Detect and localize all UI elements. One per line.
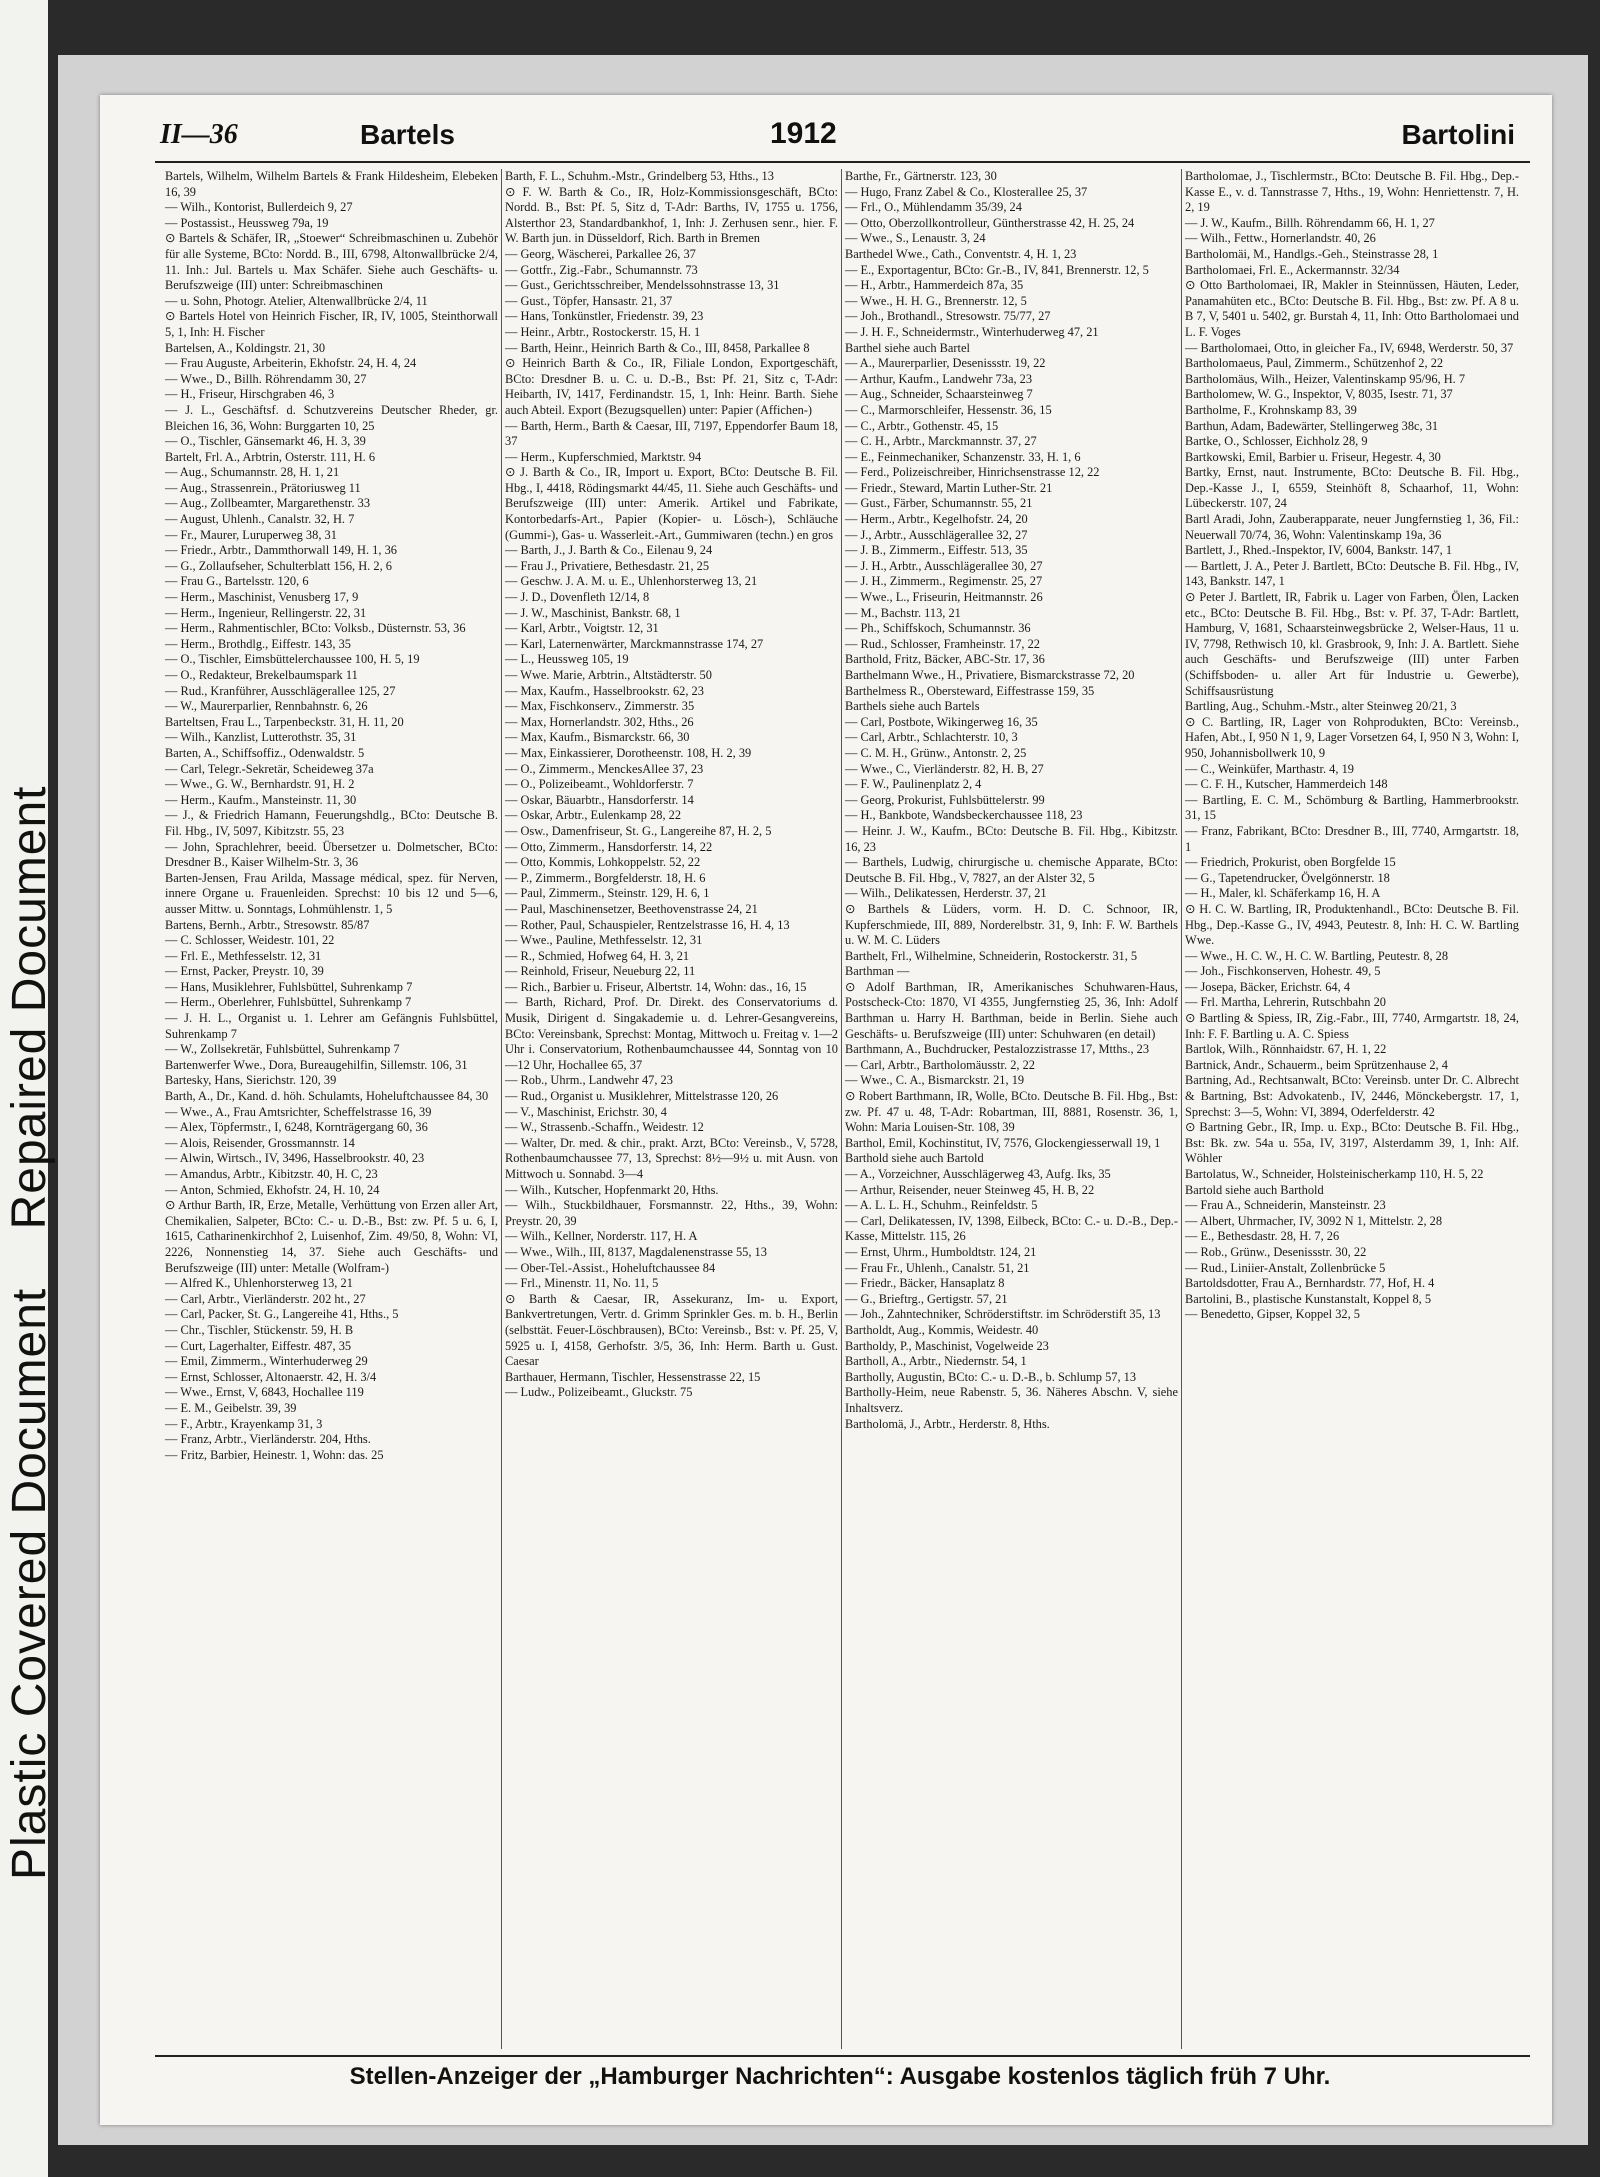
directory-entry: — Rother, Paul, Schauspieler, Rentzelstrasse 16, H. 4, 13 [505,917,790,932]
directory-entry: Bartnick, Andr., Schauerm., beim Sprützenhause 2, 4 [1185,1057,1448,1072]
directory-entry: — Wwe. Marie, Arbtrin., Altstädterstr. 50 [505,668,712,682]
directory-entry: — Carl, Arbtr., Bartholomäusstr. 2, 22 [845,1057,1035,1072]
directory-entry: Bartholomae, J., Tischlermstr., BCto: Deutsche B. Fil. Hbg., Dep.-Kasse E., v. d. Tannstrasse 7, Hths., 19, Wohn: Henriettenstr. 7, H. 2, 19 [1185,169,1519,215]
directory-entry: Barthedel Wwe., Cath., Conventstr. 4, H. 1, 23 [845,246,1077,261]
directory-entry: — Ferd., Polizeischreiber, Hinrichsenstrasse 12, 22 [845,465,1100,480]
directory-entry: — J. H., Arbtr., Ausschlägerallee 30, 27 [845,558,1043,573]
directory-entry: Barteltsen, Frau L., Tarpenbeckstr. 31, H. 11, 20 [165,714,404,729]
directory-entry: ⊙ Bartling & Spiess, IR, Zig.-Fabr., III, 7740, Armgartstr. 18, 24, Inh: F. F. Bartling u. A. C. Spiess [1185,1011,1519,1041]
directory-entry: — Ernst, Uhrm., Humboldtstr. 124, 21 [845,1244,1037,1259]
directory-entry: — J. D., Dovenfleth 12/14, 8 [505,590,650,605]
directory-entry: — C. H., Arbtr., Marckmannstr. 37, 27 [845,434,1037,449]
directory-entry: — Friedr., Steward, Martin Luther-Str. 21 [845,480,1053,495]
directory-entry: — Wwe., C. A., Bismarckstr. 21, 19 [845,1073,1025,1088]
directory-entry: — Osw., Damenfriseur, St. G., Langereihe 87, H. 2, 5 [505,823,772,838]
side-banner-plastic: Plastic Covered Document [3,1287,56,1880]
directory-entry: — Wilh., Kontorist, Bullerdeich 9, 27 [165,200,353,215]
directory-entry: — Frau Auguste, Arbeiterin, Ekhofstr. 24, H. 4, 24 [165,356,417,371]
directory-entry: — u. Sohn, Photogr. Atelier, Altenwallbrücke 2/4, 11 [165,293,428,308]
directory-entry: — Herm., Arbtr., Kegelhofstr. 24, 20 [845,512,1028,527]
directory-entry: ⊙ Adolf Barthman, IR, Amerikanisches Schuhwaren-Haus, Postscheck-Cto: 1870, VI 4355, Jungfernstieg 25, 36, Inh: Adolf Barthman u. Harry H. Barthman, beide in Berlin. Siehe auch Geschäfts- u. Berufszweige (III) unter: Schuhwaren (en detail) [845,979,1178,1041]
directory-entry: — Paul, Maschinensetzer, Beethovenstrasse 24, 21 [505,901,758,916]
directory-entry: — O., Zimmerm., MenckesAllee 37, 23 [505,761,704,776]
directory-entry: — Frl., Minenstr. 11, No. 11, 5 [505,1276,659,1291]
directory-entry: Bartenwerfer Wwe., Dora, Bureaugehilfin, Sillemstr. 106, 31 [165,1057,468,1072]
directory-entry: ⊙ Robert Barthmann, IR, Wolle, BCto. Deutsche B. Fil. Hbg., Bst: zw. Pf. 47 u. 48, T-Adr: Robartman, III, 8881, Rosenstr. 36, 1, Wohn: Maria Louisen-Str. 108, 39 [845,1089,1178,1135]
directory-entry: — O., Tischler, Gänsemarkt 46, H. 3, 39 [165,434,366,449]
directory-entry: — Karl, Laternenwärter, Marckmannstrasse 174, 27 [505,636,764,651]
directory-entry: ⊙ F. W. Barth & Co., IR, Holz-Kommissionsgeschäft, BCto: Nordd. B., Bst: Pf. 5, Sitz d, T-Adr: Barths, IV, 1755 u. 1756, Alsterthor 23, Standardbankhof, 1, Inh: J. Zerhusen senr., hier. F. W. Barth jun. in Düsseldorf, Rich. Barth in Bremen [505,184,838,246]
directory-entry: Bartels, Wilhelm, Wilhelm Bartels & Frank Hildesheim, Elebeken 16, 39 [165,169,498,199]
directory-entry: — J. H., Zimmerm., Regimenstr. 25, 27 [845,574,1043,589]
directory-entry: — J. W., Maschinist, Bankstr. 68, 1 [505,605,681,620]
directory-entry: — Aug., Schumannstr. 28, H. 1, 21 [165,465,340,480]
header-first-entry: Bartels [360,119,455,150]
directory-entry: — Oskar, Arbtr., Eulenkamp 28, 22 [505,808,682,823]
directory-entry: — Aug., Strassenrein., Prätoriusweg 11 [165,480,361,495]
directory-entry: Bartholly, Augustin, BCto: C.- u. D.-B., b. Schlump 57, 13 [845,1369,1137,1384]
directory-entry: Bartholomäi, M., Handlgs.-Geh., Steinstrasse 28, 1 [1185,246,1439,261]
directory-entry: — Josepa, Bäcker, Erichstr. 64, 4 [1185,979,1351,994]
directory-entry: — A., Maurerparlier, Desenissstr. 19, 22 [845,356,1046,371]
directory-entry: Bartelt, Frl. A., Arbtrin, Osterstr. 111, H. 6 [165,449,376,464]
directory-entry: Bartoldsdotter, Frau A., Bernhardstr. 77, Hof, H. 4 [1185,1276,1435,1291]
directory-entry: — Carl, Telegr.-Sekretär, Scheideweg 37a [165,761,374,776]
directory-entry: — Ph., Schiffskoch, Schumannstr. 36 [845,621,1031,636]
directory-entry: — Max, Kaufm., Bismarckstr. 66, 30 [505,730,690,745]
directory-entry: Barthelmess R., Obersteward, Eiffestrasse 159, 35 [845,683,1095,698]
directory-entry: — Postassist., Heussweg 79a, 19 [165,215,329,230]
directory-entry: — Hans, Musiklehrer, Fuhlsbüttel, Suhrenkamp 7 [165,979,413,994]
directory-entry: — Arthur, Reisender, neuer Steinweg 45, H. B, 22 [845,1182,1095,1197]
directory-entry: — Alfred K., Uhlenhorsterweg 13, 21 [165,1276,353,1291]
directory-entry: — Barth, Herm., Barth & Caesar, III, 7197, Eppendorfer Baum 18, 37 [505,418,838,449]
directory-entry: — E., Bethesdastr. 28, H. 7, 26 [1185,1229,1340,1244]
directory-entry: — Walter, Dr. med. & chir., prakt. Arzt, BCto: Vereinsb., V, 5728, Rothenbaumchaussee 77, 13, Sprechst: 8½—9½ u. mit Ausn. von Mittwoch u. Sonnabd. 3—4 [505,1135,838,1181]
directory-entry: — Rud., Schlosser, Framheinstr. 17, 22 [845,636,1040,651]
directory-entry: — Georg, Prokurist, Fuhlsbüttelerstr. 99 [845,792,1045,807]
page-header [160,105,1525,157]
directory-entry: — Rud., Organist u. Musiklehrer, Mittelstrasse 120, 26 [505,1089,779,1104]
directory-entry: Barthauer, Hermann, Tischler, Hessenstrasse 22, 15 [505,1369,761,1384]
directory-entry: — Otto, Kommis, Lohkoppelstr. 52, 22 [505,855,701,870]
column-1 [162,169,502,2049]
directory-entry: — Emil, Zimmerm., Winterhuderweg 29 [165,1354,368,1369]
side-banner-text [2,180,57,1880]
directory-entry: — O., Redakteur, Brekelbaumspark 11 [165,668,358,682]
directory-entry: — C., Marmorschleifer, Hessenstr. 36, 15 [845,402,1052,417]
directory-entry: — Wwe., Ernst, V, 6843, Hochallee 119 [165,1385,364,1400]
directory-entry: — Carl, Arbtr., Vierländerstr. 202 ht., 27 [165,1291,366,1306]
column-2 [502,169,842,2049]
directory-entry: — Frau G., Bartelsstr. 120, 6 [165,574,309,589]
directory-entry: Barthe, Fr., Gärtnerstr. 123, 30 [845,169,997,183]
directory-entry: ⊙ H. C. W. Bartling, IR, Produktenhandl., BCto: Deutsche B. Fil. Hbg., Dep.-Kasse G., IV, 4943, Peutestr. 8, Inh: H. C. W. Bartling Wwe. [1185,901,1519,948]
directory-entry: ⊙ Bartning Gebr., IR, Imp. u. Exp., BCto: Deutsche B. Fil. Hbg., Bst: Bk. zw. 54a u. 55a, IV, 3197, Alsterdamm 39, 1, Inh: Alf. Wöhler [1185,1120,1519,1166]
directory-entry: — Frl. Martha, Lehrerin, Rutschbahn 20 [1185,995,1386,1010]
directory-entry: — Frl., O., Mühlendamm 35/39, 24 [845,200,1022,215]
directory-entry: ⊙ J. Barth & Co., IR, Import u. Export, BCto: Deutsche B. Fil. Hbg., I, 4418, Rödingsmarkt 44/45, 11. Siehe auch Geschäfts- und Berufszweige (III) unter: Amerik. Artikel und Fabrikate, Kontorbedarfs-Art., Papier (Kopier- u. Lösch-), Schläuche (Gummi-), Gas- u. Wasserleit.-Art., Gummiwaren (techn.) en gros [505,465,838,542]
directory-entry: — Wwe., D., Billh. Röhrendamm 30, 27 [165,371,367,386]
directory-entry: — Herm., Oberlehrer, Fuhlsbüttel, Suhrenkamp 7 [165,995,412,1010]
directory-entry: — Herm., Maschinist, Venusberg 17, 9 [165,590,359,605]
directory-entry: — Reinhold, Friseur, Neueburg 22, 11 [505,964,696,979]
directory-entry: Bartholomaeus, Paul, Zimmerm., Schützenhof 2, 22 [1185,356,1444,371]
directory-entry: — R., Schmied, Hofweg 64, H. 3, 21 [505,948,690,963]
directory-entry: — Albert, Uhrmacher, IV, 3092 N 1, Mittelstr. 2, 28 [1185,1213,1443,1228]
directory-entry: — Barthels, Ludwig, chirurgische u. chemische Apparate, BCto: Deutsche B. Fil. Hbg., V, 7827, an der Alster 32, 5 [845,855,1178,885]
directory-entry: — Bartlett, J. A., Peter J. Bartlett, BCto: Deutsche B. Fil. Hbg., IV, 143, Bankstr. 147, 1 [1185,558,1519,589]
directory-entry: — Wilh., Stuckbildhauer, Forsmannstr. 22, Hths., 39, Wohn: Preystr. 20, 39 [505,1198,838,1228]
directory-entry: — H., Maler, kl. Schäferkamp 16, H. A [1185,886,1381,901]
directory-entry: Bartolini, B., plastische Kunstanstalt, Koppel 8, 5 [1185,1291,1432,1306]
directory-entry: — Rob., Uhrm., Landwehr 47, 23 [505,1073,673,1088]
directory-entry: Barthun, Adam, Badewärter, Stellingerweg 38c, 31 [1185,418,1439,433]
header-rule [155,161,1530,163]
directory-entry: — Wwe., G. W., Bernhardstr. 91, H. 2 [165,777,355,792]
directory-entry: — Ober-Tel.-Assist., Hoheluftchaussee 84 [505,1260,716,1275]
directory-entry: — Franz, Fabrikant, BCto: Dresdner B., III, 7740, Armgartstr. 18, 1 [1185,823,1519,854]
directory-entry: Barthels siehe auch Bartels [845,699,980,714]
directory-entry: — Oskar, Bäuarbtr., Hansdorferstr. 14 [505,792,694,807]
directory-entry: ⊙ Bartels Hotel von Heinrich Fischer, IR, IV, 1005, Steinthorwall 5, 1, Inh: H. Fischer [165,309,498,339]
directory-entry: — Bartling, E. C. M., Schömburg & Bartling, Hammerbrookstr. 31, 15 [1185,792,1519,823]
directory-entry: Bartky, Ernst, naut. Instrumente, BCto: Deutsche B. Fil. Hbg., Dep.-Kasse J., I, 6559, Steinhöft 8, Schaarhof, 11, Wohn: Lübeckerstr. 107, 24 [1185,465,1519,511]
directory-entry: Barten-Jensen, Frau Arilda, Massage médical, spez. für Nerven, innere Organe u. Frauenleiden. Sprechst: 10 bis 12 und 5—6, ausser Mittw. u. Sonntags, Lohmühlenstr. 1, 5 [165,870,498,916]
directory-entry: Barthold siehe auch Bartold [845,1151,984,1166]
directory-entry: — Heinr. J. W., Kaufm., BCto: Deutsche B. Fil. Hbg., Kibitzstr. 16, 23 [845,823,1178,854]
directory-entry: — Wwe., S., Lenaustr. 3, 24 [845,231,986,246]
directory-entry: — Wwe., L., Friseurin, Heitmannstr. 26 [845,590,1043,605]
directory-entry: Barthel siehe auch Bartel [845,340,970,355]
directory-entry: Bartholdt, Aug., Kommis, Weidestr. 40 [845,1322,1039,1337]
directory-entry: — Paul, Zimmerm., Steinstr. 129, H. 6, 1 [505,886,710,901]
directory-entry: — L., Heussweg 105, 19 [505,652,629,667]
directory-entry: — Herm., Kupferschmied, Marktstr. 94 [505,449,702,464]
directory-entry: — C. M. H., Grünw., Antonstr. 2, 25 [845,745,1027,760]
directory-entry: — Ernst, Packer, Preystr. 10, 39 [165,964,324,979]
directory-entry: — Rich., Barbier u. Friseur, Albertstr. 14, Wohn: das., 16, 15 [505,979,807,994]
directory-entry: — Curt, Lagerhalter, Eiffestr. 487, 35 [165,1338,352,1353]
directory-entry: Bartholomä, J., Arbtr., Herderstr. 8, Hths. [845,1416,1050,1431]
directory-entry: — Gust., Gerichtsschreiber, Mendelssohnstrasse 13, 31 [505,278,780,293]
directory-entry: — J., Arbtr., Ausschlägerallee 32, 27 [845,527,1028,542]
directory-entry: — O., Polizeibeamt., Wohldorferstr. 7 [505,777,694,792]
directory-entry: Barth, A., Dr., Kand. d. höh. Schulamts, Hoheluftchaussee 84, 30 [165,1089,489,1104]
directory-entry: — Hugo, Franz Zabel & Co., Klosterallee 25, 37 [845,184,1088,199]
directory-entry: Bartholomaei, Frl. E., Ackermannstr. 32/34 [1185,262,1400,277]
directory-entry: — Max, Kaufm., Hasselbrookstr. 62, 23 [505,683,704,698]
side-label-strip [0,0,56,2177]
directory-entry: — M., Bachstr. 113, 21 [845,605,961,620]
directory-entry: — John, Sprachlehrer, beeid. Übersetzer u. Dolmetscher, BCto: Dresdner B., Kaiser Wilhelm-Str. 3, 36 [165,839,498,870]
directory-entry: — O., Tischler, Eimsbüttelerchaussee 100, H. 5, 19 [165,652,420,667]
column-3 [842,169,1182,2049]
directory-entry: — Rud., Kranführer, Ausschlägerallee 125, 27 [165,683,396,698]
directory-entry: — Herm., Brothdlg., Eiffestr. 143, 35 [165,636,351,651]
directory-entry: — Karl, Arbtr., Voigtstr. 12, 31 [505,621,659,636]
directory-entry: ⊙ Heinrich Barth & Co., IR, Filiale London, Exportgeschäft, BCto: Dresdner B. u. C. u. D.-B., Bst: Pf. 21, Sitz c, T-Adr: Heibarth, IV, 1417, Ferdinandstr. 15, 1, Inh: Heinr. Barth. Siehe auch Abteil. Export (Bezugsquellen) unter: Papier (Affichen-) [505,356,838,417]
directory-entry: — Alex, Töpfermstr., I, 6248, Kornträgergang 60, 36 [165,1120,428,1135]
directory-entry: — Wilh., Kanzlist, Lutterothstr. 35, 31 [165,730,357,745]
directory-entry: Bartholme, F., Krohnskamp 83, 39 [1185,402,1357,417]
directory-entry: — Frl. E., Methfesselstr. 12, 31 [165,948,322,963]
directory-entry: — Fritz, Barbier, Heinestr. 1, Wohn: das. 25 [165,1447,384,1462]
directory-entry: Barth, F. L., Schuhm.-Mstr., Grindelberg 53, Hths., 13 [505,169,774,183]
directory-entry: Barthmann, A., Buchdrucker, Pestalozzistrasse 17, Mtths., 23 [845,1042,1150,1057]
directory-entry: — Wilh., Delikatessen, Herderstr. 37, 21 [845,886,1047,901]
directory-entry: — F., Arbtr., Krayenkamp 31, 3 [165,1416,323,1431]
directory-entry: — H., Friseur, Hirschgraben 46, 3 [165,387,335,402]
directory-entry: — J. W., Kaufm., Billh. Röhrendamm 66, H. 1, 27 [1185,215,1435,230]
directory-entry: — Joh., Zahntechniker, Schröderstiftstr. im Schröderstift 35, 13 [845,1307,1161,1322]
directory-entry: — G., Brieftrg., Gertigstr. 57, 21 [845,1291,1008,1306]
directory-entry: Barthelt, Frl., Wilhelmine, Schneiderin, Rostockerstr. 31, 5 [845,948,1138,963]
directory-entry: — P., Zimmerm., Borgfelderstr. 18, H. 6 [505,870,706,885]
directory-entry: — Wilh., Fettw., Hornerlandstr. 40, 26 [1185,231,1376,246]
directory-entry: — J. B., Zimmerm., Eiffestr. 513, 35 [845,543,1028,558]
directory-entry: — Gottfr., Zig.-Fabr., Schumannstr. 73 [505,262,698,277]
directory-entry: Bartke, O., Schlosser, Eichholz 28, 9 [1185,434,1368,449]
directory-entry: Bartholdy, P., Maschinist, Vogelweide 23 [845,1338,1049,1353]
directory-entry: — E. M., Geibelstr. 39, 39 [165,1400,297,1415]
directory-entry: — Frau J., Privatiere, Bethesdastr. 21, 25 [505,558,710,573]
entry-columns [162,169,1532,2049]
directory-entry: Bartholly-Heim, neue Rabenstr. 5, 36. Näheres Abschn. V, siehe Inhaltsverz. [845,1385,1178,1415]
directory-entry: — Wwe., Wilh., III, 8137, Magdalenenstrasse 55, 13 [505,1244,767,1259]
directory-entry: — Gust., Färber, Schumannstr. 55, 21 [845,496,1033,511]
directory-entry: — Franz, Arbtr., Vierländerstr. 204, Hths. [165,1432,371,1447]
directory-entry: Bartens, Bernh., Arbtr., Stresowstr. 85/87 [165,917,370,932]
directory-entry: Barthold, Fritz, Bäcker, ABC-Str. 17, 36 [845,652,1045,667]
directory-entry: — Frau A., Schneiderin, Mansteinstr. 23 [1185,1198,1386,1213]
directory-entry: — V., Maschinist, Erichstr. 30, 4 [505,1104,667,1119]
directory-entry: — W., Strassenb.-Schaffn., Weidestr. 12 [505,1120,704,1135]
header-last-entry: Bartolini [1401,119,1515,150]
directory-entry: Bartelsen, A., Koldingstr. 21, 30 [165,340,326,355]
directory-entry: — A. L. L. H., Schuhm., Reinfeldstr. 5 [845,1198,1038,1213]
directory-entry: Bartolatus, W., Schneider, Holsteinischerkamp 110, H. 5, 22 [1185,1167,1484,1181]
directory-entry: Bartesky, Hans, Sierichstr. 120, 39 [165,1073,337,1088]
directory-entry: — Bartholomaei, Otto, in gleicher Fa., IV, 6948, Werderstr. 50, 37 [1185,340,1514,355]
directory-entry: — Geschw. J. A. M. u. E., Uhlenhorsterweg 13, 21 [505,574,758,589]
directory-entry: — Wilh., Kellner, Norderstr. 117, H. A [505,1229,698,1244]
directory-entry: — Carl, Delikatessen, IV, 1398, Eilbeck, BCto: C.- u. D.-B., Dep.-Kasse, Mittelstr. 115, 26 [845,1213,1178,1244]
directory-entry: — Rud., Liniier-Anstalt, Zollenbrücke 5 [1185,1260,1386,1275]
directory-entry: — Alwin, Wirtsch., IV, 3496, Hasselbrookstr. 40, 23 [165,1151,425,1166]
directory-entry: — Aug., Schneider, Schaarsteinweg 7 [845,387,1033,402]
directory-entry: ⊙ Arthur Barth, IR, Erze, Metalle, Verhüttung von Erzen aller Art, Chemikalien, Salpeter, BCto: C.- u. D.-B., Bst: zw. Pf. 5 u. 6, I, 1615, Catharinenkirchhof 2, Luisenhof, Zim. 49/50, 8, Wohn: VI, 2226, Nonnenstieg 14, 37. Siehe auch Geschäfts- und Berufszweige (III) unter: Metalle (Wolfram-) [165,1198,498,1275]
directory-entry: — Fr., Maurer, Luruperweg 38, 31 [165,527,337,542]
directory-entry: — Herm., Ingenieur, Rellingerstr. 22, 31 [165,605,367,620]
directory-entry: Barthelmann Wwe., H., Privatiere, Bismarckstrasse 72, 20 [845,668,1135,682]
directory-entry: — C., Arbtr., Gothenstr. 45, 15 [845,418,999,433]
directory-entry: — Ernst, Schlosser, Altonaerstr. 42, H. 3/4 [165,1369,377,1384]
header-year: 1912 [770,117,837,150]
directory-entry: — Carl, Postbote, Wikingerweg 16, 35 [845,714,1038,729]
directory-entry: Bartholomew, W. G., Inspektor, V, 8035, Isestr. 71, 37 [1185,387,1453,402]
directory-entry: — Heinr., Arbtr., Rostockerstr. 15, H. 1 [505,324,701,339]
directory-entry: — E., Feinmechaniker, Schanzenstr. 33, H. 1, 6 [845,449,1081,464]
directory-entry: — Friedrich, Prokurist, oben Borgfelde 15 [1185,855,1396,870]
directory-entry: — Wwe., C., Vierländerstr. 82, H. B, 27 [845,761,1044,776]
directory-entry: — Barth, J., J. Barth & Co., Eilenau 9, 24 [505,543,713,558]
directory-entry: — Hans, Tonkünstler, Friedenstr. 39, 23 [505,309,704,324]
directory-entry: — Arthur, Kaufm., Landwehr 73a, 23 [845,371,1033,386]
directory-entry: ⊙ Barthels & Lüders, vorm. H. D. C. Schnoor, IR, Kupferschmiede, III, 889, Norderelbstr. 31, 9, Inh: F. W. Barthels u. W. M. C. Lüders [845,901,1178,948]
directory-entry: — C. Schlosser, Weidestr. 101, 22 [165,933,335,948]
directory-entry: — Anton, Schmied, Ekhofstr. 24, H. 10, 24 [165,1182,380,1197]
directory-entry: ⊙ Barth & Caesar, IR, Assekuranz, Im- u. Export, Bankvertretungen, Vertr. d. Grimm Sprinkler Ges. m. b. H., Berlin (selbsttät. Feuer-Löschbrausen), BCto: Vereinsb., Bst: v. Pf. 25, V, 5925 u. I, 4158, Gerhofstr. 3/5, 36, Inh: Herm. Barth u. Gust. Caesar [505,1291,838,1369]
directory-entry: — Rob., Grünw., Desenissstr. 30, 22 [1185,1244,1367,1259]
footer-rule [155,2055,1530,2057]
directory-entry: Barthol, Emil, Kochinstitut, IV, 7576, Glockengiesserwall 19, 1 [845,1135,1161,1150]
directory-entry: — Gust., Töpfer, Hansastr. 21, 37 [505,293,673,308]
directory-entry: — Otto, Oberzollkontrolleur, Güntherstrasse 42, H. 25, 24 [845,215,1135,230]
directory-entry: Bartl Aradi, John, Zauberapparate, neuer Jungfernstieg 1, 36, Fil.: Neuerwall 70/74, 36, Wohn: Valentinskamp 19a, 36 [1185,512,1519,542]
directory-entry: Bartlett, J., Rhed.-Inspektor, IV, 6004, Bankstr. 147, 1 [1185,543,1453,558]
directory-entry: — Frau Fr., Uhlenh., Canalstr. 51, 21 [845,1260,1030,1275]
directory-entry: — Amandus, Arbtr., Kibitzstr. 40, H. C, 23 [165,1167,378,1181]
directory-entry: — G., Tapetendrucker, Övelgönnerstr. 18 [1185,870,1390,885]
directory-entry: — Max, Einkassierer, Dorotheenstr. 108, H. 2, 39 [505,745,752,760]
directory-entry: — Wwe., H. H. G., Brennerstr. 12, 5 [845,293,1027,308]
directory-entry: — Wwe., Pauline, Methfesselstr. 12, 31 [505,933,703,948]
directory-entry: — Ludw., Polizeibeamt., Gluckstr. 75 [505,1385,693,1400]
directory-entry: — E., Exportagentur, BCto: Gr.-B., IV, 841, Brennerstr. 12, 5 [845,262,1149,277]
directory-entry: — J. H. L., Organist u. 1. Lehrer am Gefängnis Fuhlsbüttel, Suhrenkamp 7 [165,1011,498,1041]
directory-entry: — Barth, Richard, Prof. Dr. Direkt. des Conservatoriums d. Musik, Dirigent d. Singakademie u. d. Lehrer-Gesangvereins, BCto: Vereinsbank, Sprechst: Montag, Mittwoch u. Freitag v. 1—2 Uhr i. Conservatorium, Rothenbaumchaussee 44, Sonntag von 10—12 Uhr, Hochallee 65, 37 [505,995,838,1072]
directory-entry: Bartning, Ad., Rechtsanwalt, BCto: Vereinsb. unter Dr. C. Albrecht & Bartning, Bst: Advokatenb., IV, 2446, Mönckebergstr. 17, 1, Sprechst: 3—5, Wohn: VI, 3894, Oderfelderstr. 42 [1185,1073,1519,1119]
directory-entry: — Barth, Heinr., Heinrich Barth & Co., III, 8458, Parkallee 8 [505,340,810,355]
directory-entry: — W., Maurerparlier, Rennbahnstr. 6, 26 [165,699,368,714]
directory-entry: — A., Vorzeichner, Ausschlägerweg 43, Aufg. Iks, 35 [845,1167,1111,1181]
directory-entry: — F. W., Paulinenplatz 2, 4 [845,777,982,792]
directory-entry: ⊙ Bartels & Schäfer, IR, „Stoewer“ Schreibmaschinen u. Zubehör für alle Systeme, BCto: Nordd. B., III, 6798, Altonwallbrücke 2/4, 11. Inh.: Jul. Bartels u. Max Schäfer. Siehe auch Geschäfts- u. Berufszweige (III) unter: Schreibmaschinen [165,231,498,293]
directory-entry: — H., Bankbote, Wandsbeckerchaussee 118, 23 [845,808,1083,823]
directory-entry: — J., & Friedrich Hamann, Feuerungshdlg., BCto: Deutsche B. Fil. Hbg., IV, 5097, Kibitzstr. 55, 23 [165,808,498,838]
directory-entry: — Wwe., H. C. W., H. C. W. Bartling, Peutestr. 8, 28 [1185,948,1449,963]
directory-entry: — Aug., Zollbeamter, Margarethenstr. 33 [165,496,371,511]
directory-entry: ⊙ Otto Bartholomaei, IR, Makler in Steinnüssen, Häuten, Leder, Panamahüten etc., BCto: Deutsche B. Fil. Hbg., Bst: zw. Pf. A 8 u. B 7, V, 5401 u. 5402, gr. Burstah 4, 11, Inh: Otto Bartholomaei und L. F. Voges [1185,278,1519,339]
directory-entry: — Carl, Packer, St. G., Langereihe 41, Hths., 5 [165,1307,399,1322]
directory-entry: Barten, A., Schiffsoffiz., Odenwaldstr. 5 [165,745,365,760]
directory-entry: Bartling, Aug., Schuhm.-Mstr., alter Steinweg 20/21, 3 [1185,699,1457,714]
directory-entry: — Joh., Brothandl., Stresowstr. 75/77, 27 [845,309,1051,324]
page-number: II—36 [160,119,238,150]
directory-entry: — Herm., Kaufm., Mansteinstr. 11, 30 [165,792,357,807]
directory-entry: Bartholl, A., Arbtr., Niedernstr. 54, 1 [845,1354,1027,1369]
directory-entry: — C., Weinküfer, Marthastr. 4, 19 [1185,761,1354,776]
directory-entry: — Carl, Arbtr., Schlachterstr. 10, 3 [845,730,1018,745]
directory-entry: Barthman — [845,964,910,979]
directory-entry: — G., Zollaufseher, Schulterblatt 156, H. 2, 6 [165,558,392,573]
side-banner-repaired: Repaired Document [3,785,56,1230]
directory-entry: — August, Uhlenh., Canalstr. 32, H. 7 [165,512,355,527]
directory-entry: — Chr., Tischler, Stückenstr. 59, H. B [165,1322,354,1337]
directory-entry: — Max, Fischkonserv., Zimmerstr. 35 [505,699,695,714]
directory-entry: Bartlok, Wilh., Rönnhaidstr. 67, H. 1, 22 [1185,1042,1387,1057]
directory-entry: — Wwe., A., Frau Amtsrichter, Scheffelstrasse 16, 39 [165,1104,432,1119]
directory-entry: Bartold siehe auch Barthold [1185,1182,1324,1197]
directory-entry: — Herm., Rahmentischler, BCto: Volksb., Düsternstr. 53, 36 [165,621,466,636]
footer-advert: Stellen-Anzeiger der „Hamburger Nachrichten“: Ausgabe kostenlos täglich früh 7 Uhr. [349,2063,1331,2090]
directory-entry: — Friedr., Arbtr., Dammthorwall 149, H. 1, 36 [165,543,397,558]
directory-entry: ⊙ Peter J. Bartlett, IR, Fabrik u. Lager von Farben, Ölen, Lacken etc., BCto: Deutsche B. Fil. Hbg., Bst: v. Pf. 37, T-Adr: Bartlett, Hamburg, V, 1681, Schaarsteinwegsbrücke 2, Welser-Haus, 11 u. IV, 7798, Rethwisch 10, kl. Grasbrook, 9, Inh: J. A. Bartlett. Siehe auch Geschäfts- und Berufszweige (III) unter Farben (Schiffsboden- u. aller Art für Industrie u. Gewerbe), Schiffsausrüstung [1185,590,1519,698]
directory-entry: — W., Zollsekretär, Fuhlsbüttel, Suhrenkamp 7 [165,1042,400,1057]
directory-entry: — Benedetto, Gipser, Koppel 32, 5 [1185,1307,1361,1322]
directory-entry: — J. H. F., Schneidermstr., Winterhuderweg 47, 21 [845,324,1099,339]
directory-page [100,95,1552,2125]
directory-entry: Bartholomäus, Wilh., Heizer, Valentinskamp 95/96, H. 7 [1185,371,1466,386]
directory-entry: — Georg, Wäscherei, Parkallee 26, 37 [505,246,696,261]
directory-entry: — C. F. H., Kutscher, Hammerdeich 148 [1185,777,1388,792]
directory-entry: — Otto, Zimmerm., Hansdorferstr. 14, 22 [505,839,713,854]
directory-entry: — H., Arbtr., Hammerdeich 87a, 35 [845,278,1024,293]
directory-entry: — Wilh., Kutscher, Hopfenmarkt 20, Hths. [505,1182,719,1197]
column-4 [1182,169,1522,2049]
directory-entry: — Max, Hornerlandstr. 302, Hths., 26 [505,714,694,729]
directory-entry: ⊙ C. Bartling, IR, Lager von Rohprodukten, BCto: Vereinsb., Hafen, Abt., I, 950 N 1, 9, Lager Vorsetzen 64, I, 950 N 3, Wohn: I, 950, Johannisbollwerk 10, 9 [1185,714,1519,760]
directory-entry: — Alois, Reisender, Grossmannstr. 14 [165,1135,355,1150]
directory-entry: — J. L., Geschäftsf. d. Schutzvereins Deutscher Rheder, gr. Bleichen 16, 36, Wohn: Burggarten 10, 25 [165,402,498,433]
directory-entry: — Joh., Fischkonserven, Hohestr. 49, 5 [1185,964,1381,979]
directory-entry: — Friedr., Bäcker, Hansaplatz 8 [845,1276,1005,1291]
directory-entry: Bartkowski, Emil, Barbier u. Friseur, Hegestr. 4, 30 [1185,449,1441,464]
